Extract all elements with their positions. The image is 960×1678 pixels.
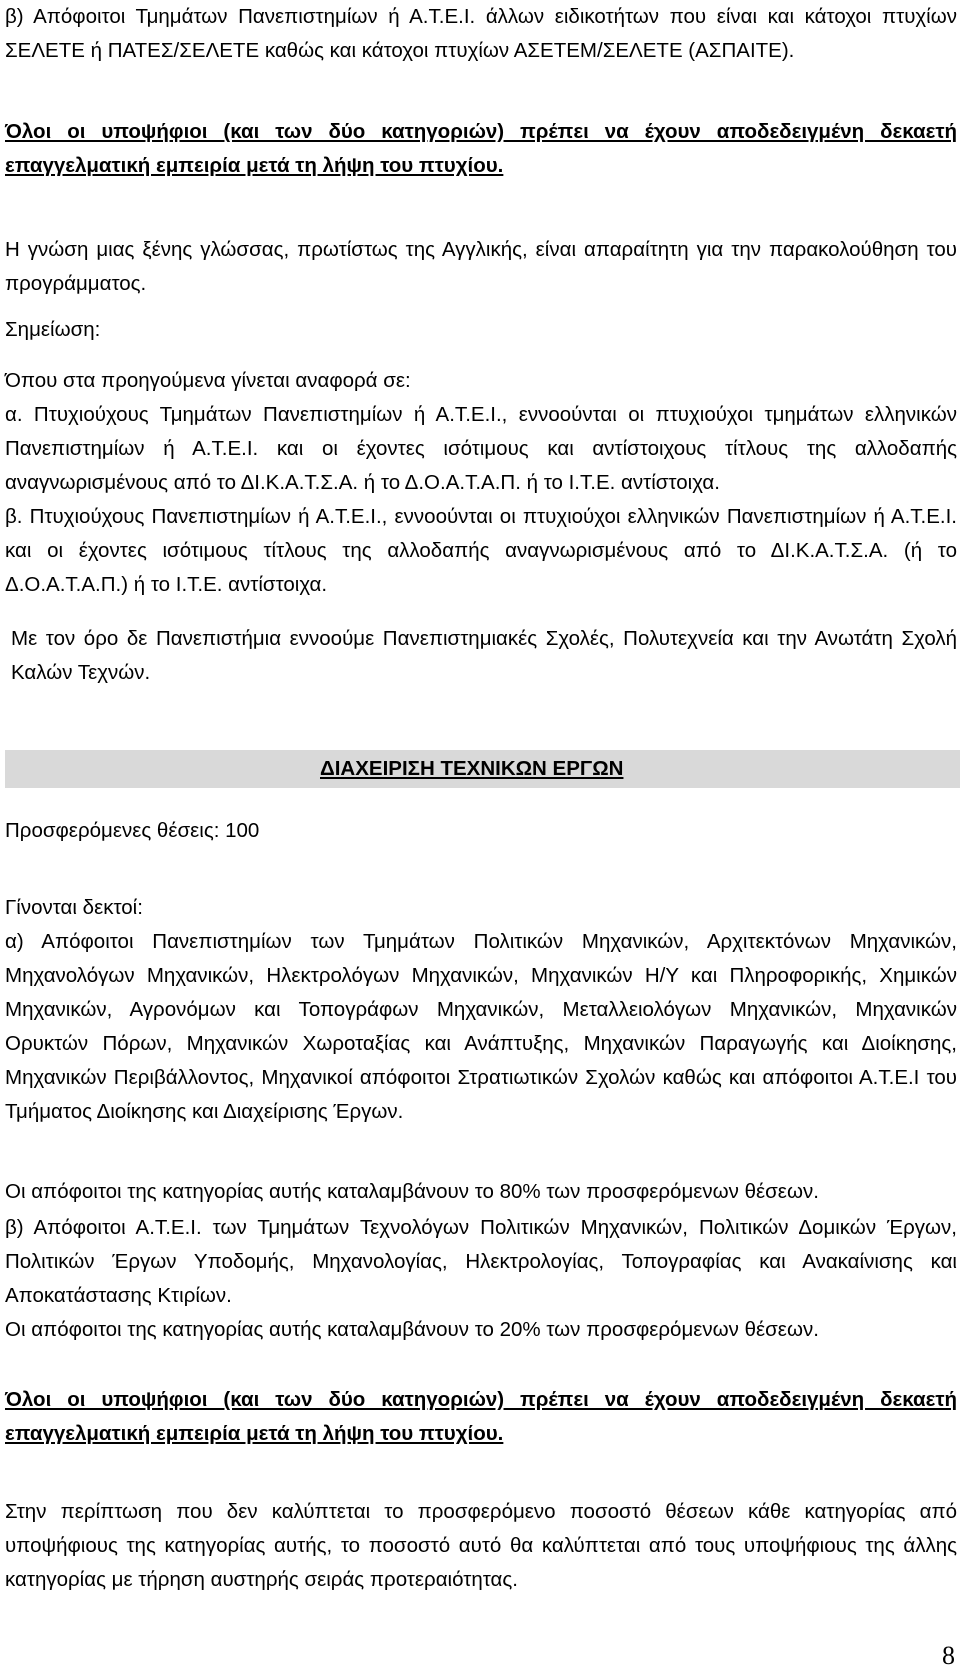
language-requirement: Η γνώση μιας ξένης γλώσσας, πρωτίστως της Αγγλικής, είναι απαραίτητη για την παρακολούθηση του προγράμματος. [5, 238, 957, 295]
accepted-category-a: α) Απόφοιτοι Πανεπιστημίων των Τμημάτων Πολιτικών Μηχανικών, Αρχιτεκτόνων Μηχανικών, Μηχανολόγων Μηχανικών, Ηλεκτρολόγων Μηχανικών, Μηχανικών Η/Υ και Πληροφορικής, Χημικών Μηχανικών, Αγρονόμων και Τοπογράφων Μηχανικών, Μεταλλειολόγων Μηχανικών, Μηχανικών Ορυκτών Πόρων, Μηχανικών Χωροταξίας και Ανάπτυξης, Μηχανικών Παραγωγής και Διοίκησης, Μηχανικών Περιβάλλοντος, Μηχανικοί απόφοιτοι Στρατιωτικών Σχολών καθώς και απόφοιτοι Α.Τ.Ε.Ι του Τμήματος Διοίκησης και Διαχείρισης Έργων. [5, 930, 957, 1123]
note-label: Σημείωση: [5, 318, 101, 341]
universities-definition: Με τον όρο δε Πανεπιστήμια εννοούμε Πανεπιστημιακές Σχολές, Πολυτεχνεία και την Ανωτάτη Σχολή Καλών Τεχνών. [11, 627, 957, 684]
experience-requirement-1: Όλοι οι υποψήφιοι (και των δύο κατηγοριών) πρέπει να έχουν αποδεδειγμένη δεκαετή επαγγελματική εμπειρία μετά τη λήψη του πτυχίου. [5, 120, 957, 177]
section-heading: ΔΙΑΧΕΙΡΙΣΗ ΤΕΧΝΙΚΩΝ ΕΡΓΩΝ [320, 757, 624, 780]
accepted-category-b: β) Απόφοιτοι Α.Τ.Ε.Ι. των Τμημάτων Τεχνολόγων Πολιτικών Μηχανικών, Πολιτικών Δομικών Έργων, Πολιτικών Έργων Υποδομής, Μηχανολογίας, Ηλεκτρολογίας, Τοπογραφίας και Ανακαίνισης και Αποκατάστασης Κτιρίων. [5, 1216, 957, 1307]
positions-offered: Προσφερόμενες θέσεις: 100 [5, 819, 260, 842]
note-a: α. Πτυχιούχους Τμημάτων Πανεπιστημίων ή Α.Τ.Ε.Ι., εννοούνται οι πτυχιούχοι τμημάτων ελληνικών Πανεπιστημίων ή Α.Τ.Ε.Ι. και οι έχοντες ισότιμους και αντίστοιχους τίτλους της αλλοδαπής αναγνωρισμένους από το ΔΙ.Κ.Α.Τ.Σ.Α. ή το Δ.Ο.Α.Τ.Α.Π. ή το Ι.Τ.Ε. αντίστοιχα. [5, 403, 957, 494]
accepted-label: Γίνονται δεκτοί: [5, 896, 143, 919]
experience-requirement-2: Όλοι οι υποψήφιοι (και των δύο κατηγοριών) πρέπει να έχουν αποδεδειγμένη δεκαετή επαγγελματική εμπειρία μετά τη λήψη του πτυχίου. [5, 1388, 957, 1445]
note-b: β. Πτυχιούχους Πανεπιστημίων ή Α.Τ.Ε.Ι., εννοούνται οι πτυχιούχοι ελληνικών Πανεπιστημίων ή Α.Τ.Ε.Ι. και οι έχοντες ισότιμους τίτλους της αλλοδαπής αναγνωρισμένους από το ΔΙ.Κ.Α.Τ.Σ.Α. (ή το Δ.Ο.Α.Τ.Α.Π.) ή το Ι.Τ.Ε. αντίστοιχα. [5, 505, 957, 596]
intro-category-b: β) Απόφοιτοι Τμημάτων Πανεπιστημίων ή Α.Τ.Ε.Ι. άλλων ειδικοτήτων που είναι και κάτοχοι πτυχίων ΣΕΛΕΤΕ ή ΠΑΤΕΣ/ΣΕΛΕΤΕ καθώς και κάτοχοι πτυχίων ΑΣΕΤΕΜ/ΣΕΛΕΤΕ (ΑΣΠΑΙΤΕ). [5, 5, 957, 62]
accepted-category-a-share: Οι απόφοιτοι της κατηγορίας αυτής καταλαμβάνουν το 80% των προσφερόμενων θέσεων. [5, 1180, 819, 1203]
note-intro: Όπου στα προηγούμενα γίνεται αναφορά σε: [5, 369, 411, 392]
coverage-rule: Στην περίπτωση που δεν καλύπτεται το προσφερόμενο ποσοστό θέσεων κάθε κατηγορίας από υποψήφιους της κατηγορίας αυτής, το ποσοστό αυτό θα καλύπτεται από τους υποψήφιους της άλλης κατηγορίας με τήρηση αυστηρής σειράς προτεραιότητας. [5, 1500, 957, 1591]
accepted-category-b-share: Οι απόφοιτοι της κατηγορίας αυτής καταλαμβάνουν το 20% των προσφερόμενων θέσεων. [5, 1318, 819, 1341]
page-number: 8 [942, 1641, 955, 1670]
